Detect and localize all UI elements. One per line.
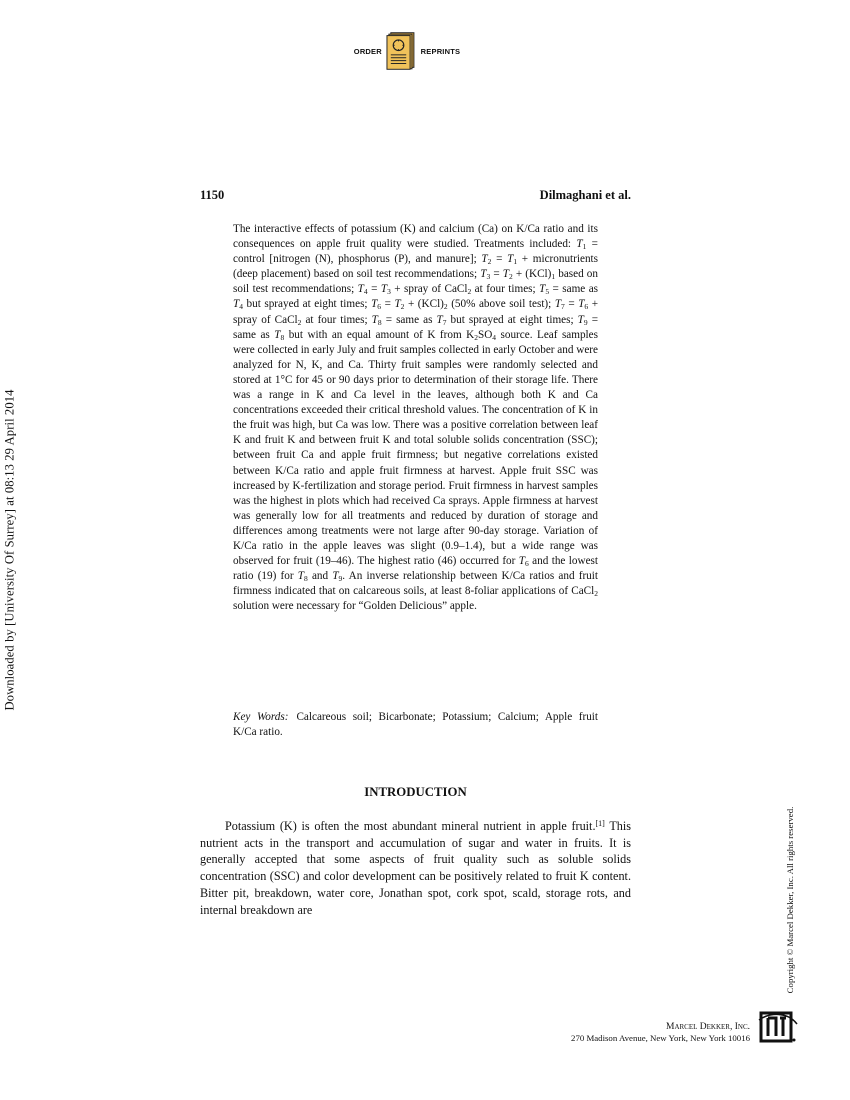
publisher-address: 270 Madison Avenue, New York, New York 10016: [571, 1033, 750, 1043]
introduction-paragraph: [200, 818, 631, 918]
keywords-label: Key Words:: [233, 711, 289, 723]
publisher-info: [520, 1022, 750, 1044]
order-label[interactable]: ORDER: [353, 46, 382, 56]
copyright-notice: Copyright © Marcel Dekker, Inc. All rights reserved.: [785, 806, 795, 994]
abstract: The interactive effects of potassium (K) and calcium (Ca) on K/Ca ratio and its consequences on apple fruit quality were studied. Treatments included: $T_1$ = control [nitrogen (N), phosphorus (P), and manure]; $T_2 = T_1$ + micronutrients (deep placement) based on soil test recommendations; $T_3 = T_2 + (KCl)_1$ based on soil test recommendations; $T_4 = T_3$ + spray of CaCl$_2$ at four times; $T_5$ = same as $T_4$ but sprayed at eight times; $T_6 = T_2 + (KCl)_2$ (50% above soil test); $T_7 = T_6$ + spray of CaCl$_2$ at four times; $T_8$ = same as $T_7$ but sprayed at eight times; $T_9$ = same as $T_8$ but with an equal amount of K from $K_2SO_4$ source. Leaf samples were collected in early July and fruit samples collected in early October and were analyzed for N, K, and Ca. Thirty fruit samples were randomly selected and stored at 1°C for 45 or 90 days prior to determination of their storage life. There was a range in K and Ca level in the leaves, although both K and Ca concentrations exceeded their critical threshold values. The concentration of K in the fruit was high, but Ca was low. There was a positive correlation between leaf K and fruit K and between fruit K and total soluble solids concentration (SSC); between fruit Ca and apple fruit firmness; but negative correlations existed between K/Ca ratio and apple fruit firmness at harvest. Apple fruit SSC was increased by K-fertilization and storage period. Fruit firmness in harvest samples was the highest in plots which had received Ca sprays. Apple firmness at harvest was generally low for all treatments and reduced by duration of storage and differences among treatments were not large after 90-day storage. Variation of K/Ca ratio in the apple leaves was slight (0.9–1.4), but a wide range was observed for fruit (19–46). The highest ratio (46) occurred for $T_6$ and the lowest ratio (19) for $T_8$ and $T_9$. An inverse relationship between K/Ca ratios and fruit firmness indicated that on calcareous soils, at least 8-foliar applications of CaCl$_2$ solution were necessary for “Golden Delicious” apple.: [233, 223, 599, 613]
keywords-text: Calcareous soil; Bicarbonate; Potassium; Calcium; Apple fruit K/Ca ratio.: [233, 711, 599, 739]
download-watermark: Downloaded by [University Of Surrey] at 08:13 29 April 2014: [2, 389, 17, 711]
keywords: [233, 710, 598, 740]
intro-text-part1: Potassium (K) is often the most abundant mineral nutrient in apple fruit.: [225, 819, 596, 833]
order-reprints-bar[interactable]: [353, 30, 463, 72]
running-head: [200, 188, 631, 203]
publisher-logo-icon: [758, 1010, 798, 1044]
reprints-label[interactable]: REPRINTS: [420, 46, 461, 56]
page-number: 1150: [200, 188, 225, 202]
citation-ref[interactable]: [1]: [595, 819, 605, 828]
document-stack-icon[interactable]: [386, 31, 417, 71]
publisher-name: Marcel Dekker, Inc.: [666, 1022, 750, 1032]
running-head-authors: Dilmaghani et al.: [539, 188, 631, 202]
intro-text-part2: This nutrient acts in the transport and accumulation of sugar and water in fruits. It is generally accepted that some aspects of fruit quality such as soluble solids concentration (SSC) and color development can be positively related to fruit K content. Bitter pit, breakdown, water core, Jonathan spot, cork spot, scald, storage rots, and internal breakdown are: [200, 819, 632, 917]
section-heading-introduction: INTRODUCTION: [364, 785, 467, 799]
